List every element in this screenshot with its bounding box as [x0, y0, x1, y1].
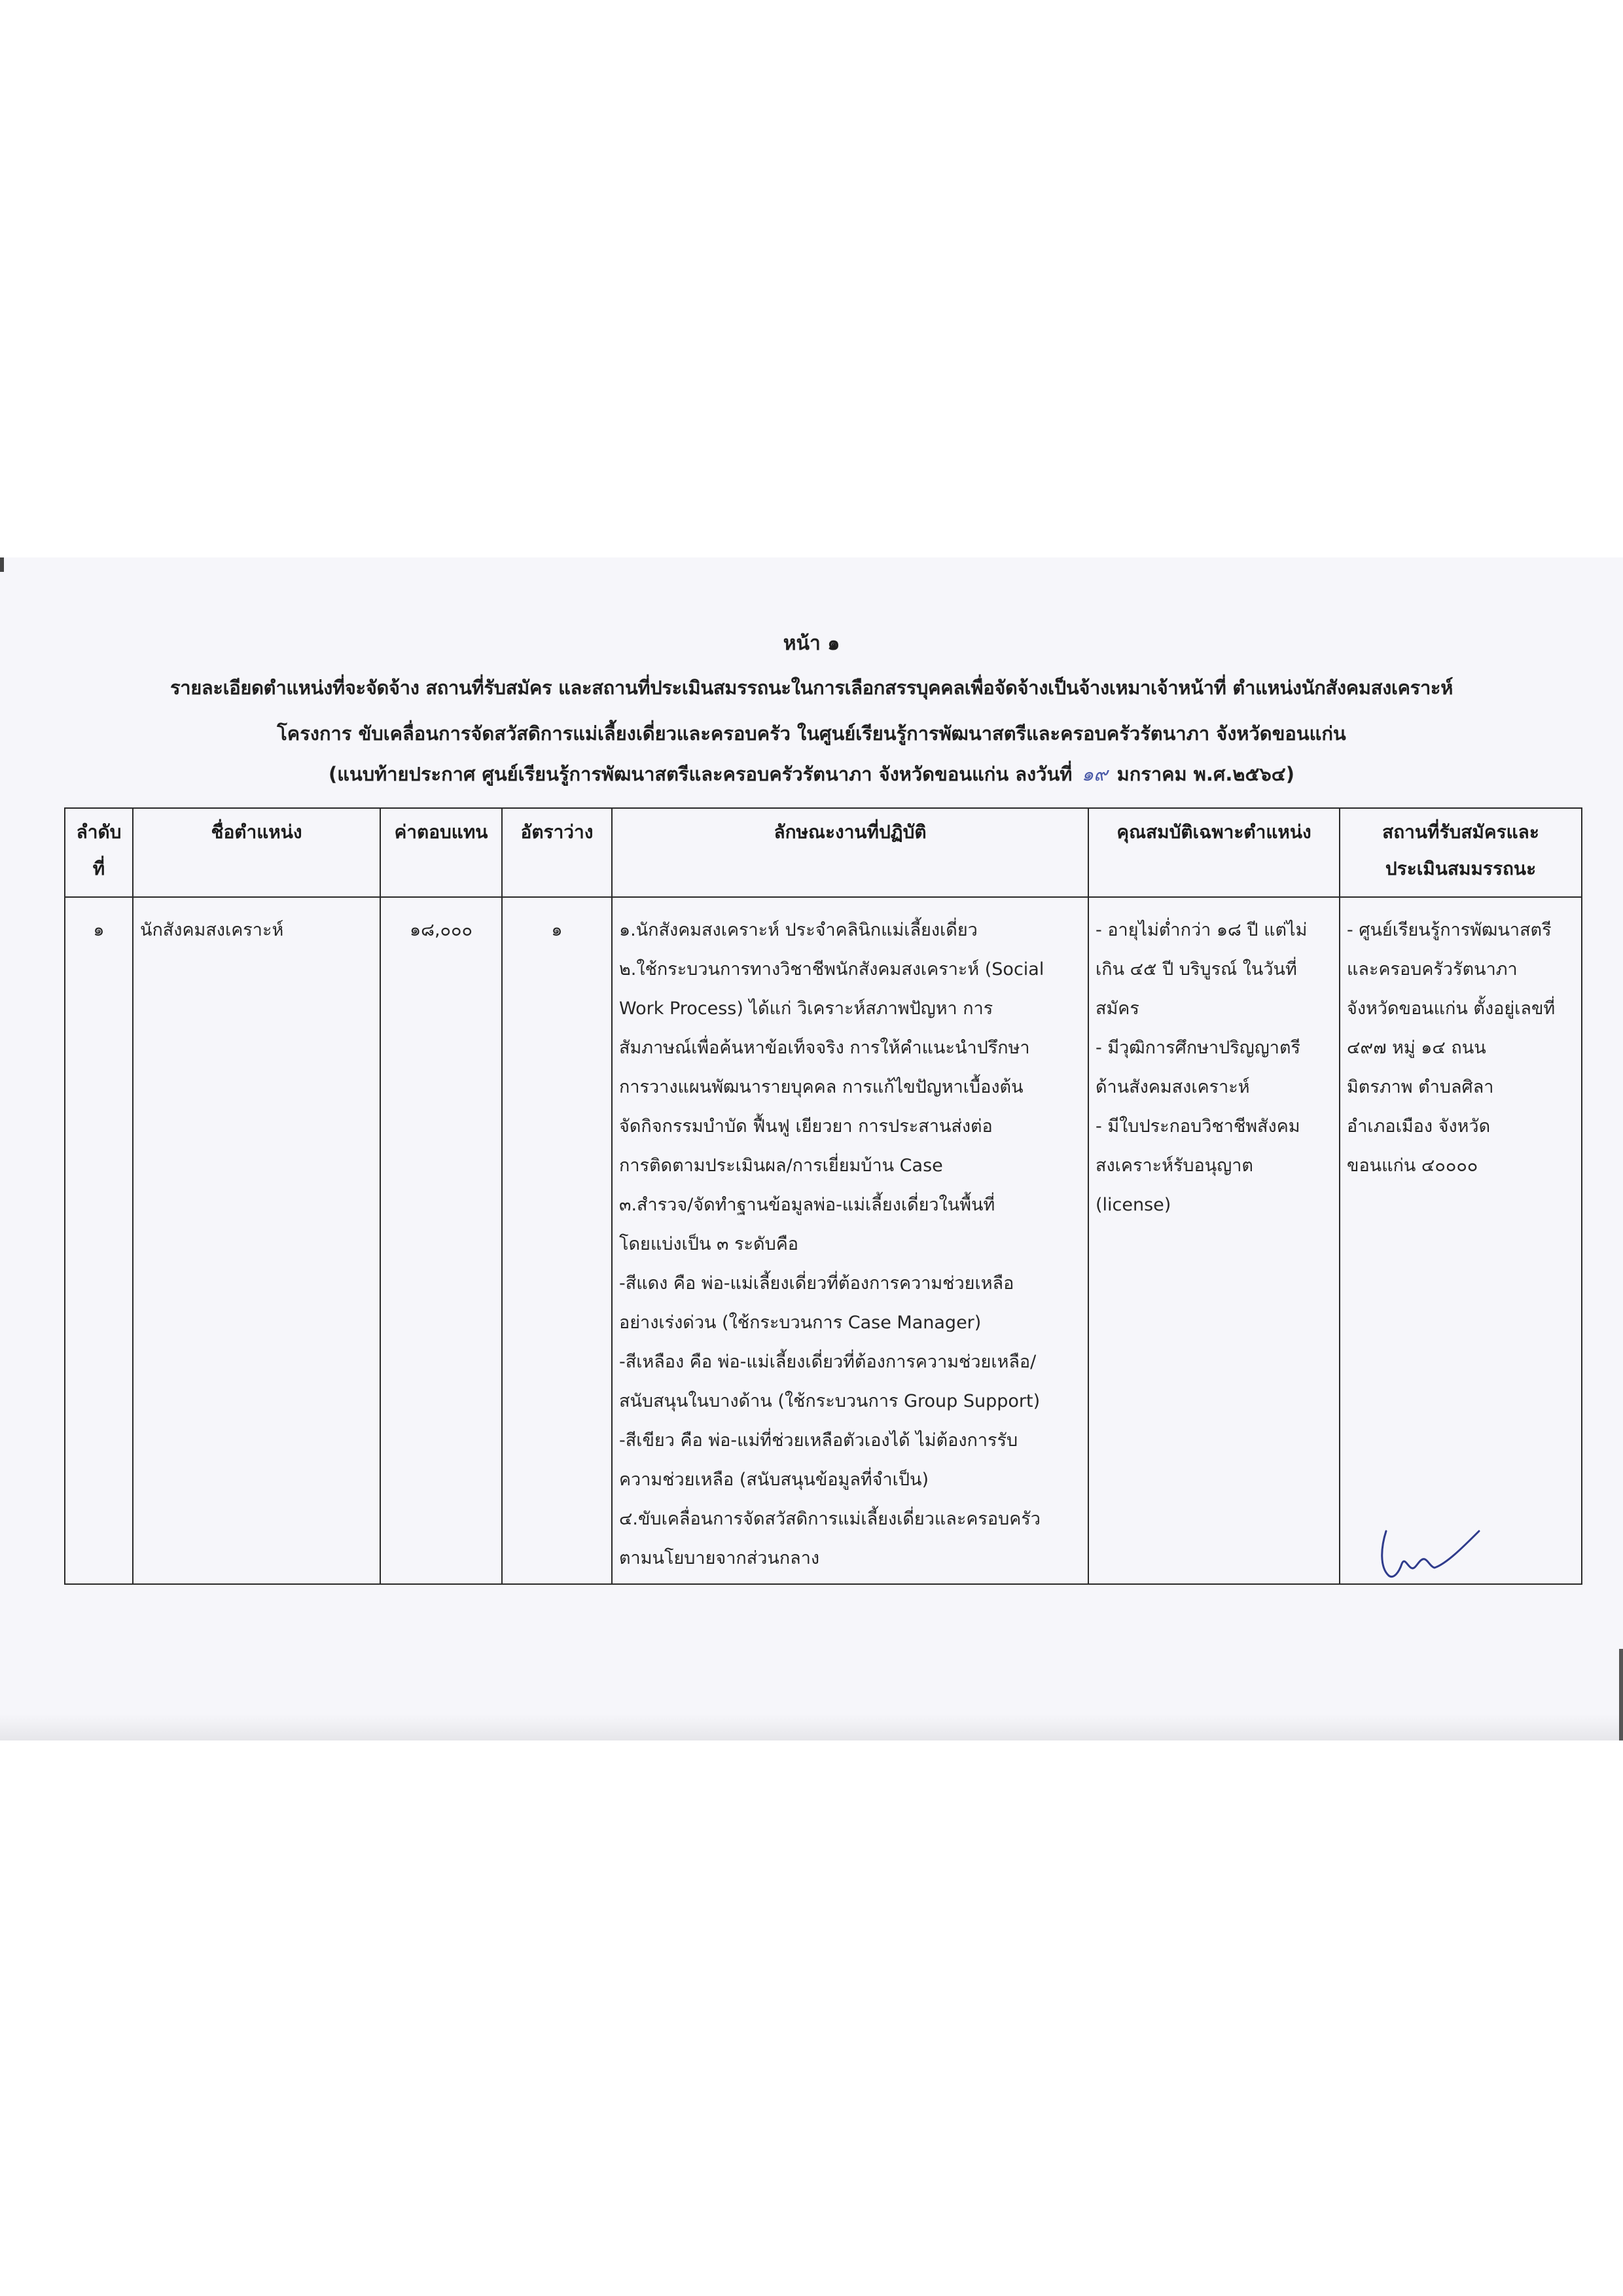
duty-line: จัดกิจกรรมบำบัด ฟื้นฟู เยียวยา การประสานส่งต่อ: [619, 1116, 993, 1137]
cell-vacancy: ๑: [502, 897, 612, 1584]
duty-line: โดยแบ่งเป็น ๓ ระดับคือ: [619, 1234, 798, 1254]
cell-position: นักสังคมสงเคราะห์: [133, 897, 380, 1584]
duty-line: ๒.ใช้กระบวนการทางวิชาชีพนักสังคมสงเคราะห์ (Social: [619, 959, 1044, 980]
scan-edge-mark: [1619, 1649, 1623, 1740]
header-location-line1: สถานที่รับสมัครและ: [1382, 821, 1539, 843]
duty-line: การวางแผนพัฒนารายบุคคล การแก้ไขปัญหาเบื้องต้น: [619, 1077, 1024, 1097]
location-line: มิตรภาพ ตำบลศิลา: [1347, 1077, 1494, 1097]
table-row: [65, 897, 1582, 1584]
duty-line: ความช่วยเหลือ (สนับสนุนข้อมูลที่จำเป็น): [619, 1470, 929, 1490]
table-header-row: [65, 808, 1582, 897]
duty-line: สัมภาษณ์เพื่อค้นหาข้อเท็จจริง การให้คำแนะนำปรึกษา: [619, 1038, 1030, 1058]
header-location: [1340, 808, 1582, 897]
duty-line: Work Process) ได้แก่ วิเคราะห์สภาพปัญหา การ: [619, 998, 993, 1019]
duty-line: ๔.ขับเคลื่อนการจัดสวัสดิการแม่เลี้ยงเดี่ยวและครอบครัว: [619, 1509, 1041, 1529]
cell-pay: ๑๘,๐๐๐: [380, 897, 502, 1584]
duty-line: -สีเขียว คือ พ่อ-แม่ที่ช่วยเหลือตัวเองได้ ไม่ต้องการรับ: [619, 1430, 1018, 1451]
header-location-line2: ประเมินสมมรรถนะ: [1385, 858, 1537, 879]
header-vacancy: อัตราว่าง: [502, 808, 612, 897]
header-duties: ลักษณะงานที่ปฏิบัติ: [612, 808, 1088, 897]
handwritten-day: ๑๙: [1081, 763, 1108, 785]
location-line: อำเภอเมือง จังหวัด: [1347, 1116, 1491, 1137]
duty-line: ตามนโยบายจากส่วนกลาง: [619, 1548, 820, 1568]
cell-no: ๑: [65, 897, 133, 1584]
qualification-line: ด้านสังคมสงเคราะห์: [1096, 1077, 1250, 1097]
announcement-reference: [0, 759, 1623, 789]
header-pay: ค่าตอบแทน: [380, 808, 502, 897]
qualification-line: - อายุไม่ต่ำกว่า ๑๘ ปี แต่ไม่: [1096, 920, 1308, 940]
duty-line: การติดตามประเมินผล/การเยี่ยมบ้าน Case: [619, 1156, 943, 1176]
qualification-line: - มีวุฒิการศึกษาปริญญาตรี: [1096, 1038, 1300, 1058]
handwritten-signature: [1374, 1511, 1486, 1583]
location-line: จังหวัดขอนแก่น ตั้งอยู่เลขที่: [1347, 998, 1556, 1019]
duty-line: ๑.นักสังคมสงเคราะห์ ประจำคลินิกแม่เลี้ยงเดี่ยว: [619, 920, 978, 940]
duty-line: ๓.สำรวจ/จัดทำฐานข้อมูลพ่อ-แม่เลี้ยงเดี่ยวในพื้นที่: [619, 1195, 995, 1215]
location-line: ขอนแก่น ๔๐๐๐๐: [1347, 1156, 1478, 1176]
location-line: - ศูนย์เรียนรู้การพัฒนาสตรี: [1347, 920, 1552, 940]
project-title: โครงการ ขับเคลื่อนการจัดสวัสดิการแม่เลี้ยงเดี่ยวและครอบครัว ในศูนย์เรียนรู้การพัฒนาสตรีและครอบครัวรัตนาภา จังหวัดขอนแก่น: [277, 722, 1346, 745]
document-title: รายละเอียดตำแหน่งที่จะจัดจ้าง สถานที่รับสมัคร และสถานที่ประเมินสมรรถนะในการเลือกสรรบุคคลเพื่อจัดจ้างเป็นจ้างเหมาเจ้าหน้าที่ ตำแหน่งนักสังคมสงเคราะห์: [169, 677, 1454, 699]
header-position: ชื่อตำแหน่ง: [133, 808, 380, 897]
scan-edge-mark: [0, 557, 4, 572]
announcement-reference-prefix: (แนบท้ายประกาศ ศูนย์เรียนรู้การพัฒนาสตรีและครอบครัวรัตนาภา จังหวัดขอนแก่น ลงวันที่: [328, 763, 1073, 785]
qualification-line: (license): [1096, 1195, 1171, 1215]
duty-line: สนับสนุนในบางด้าน (ใช้กระบวนการ Group Support): [619, 1391, 1041, 1411]
qualification-line: สมัคร: [1096, 998, 1139, 1019]
cell-duties: [612, 897, 1088, 1584]
cell-qualifications: [1088, 897, 1340, 1584]
cell-location: [1340, 897, 1582, 1584]
location-line: และครอบครัวรัตนาภา: [1347, 959, 1518, 980]
header-qualifications: คุณสมบัติเฉพาะตำแหน่ง: [1088, 808, 1340, 897]
duty-line: อย่างเร่งด่วน (ใช้กระบวนการ Case Manager): [619, 1313, 982, 1333]
announcement-reference-suffix: มกราคม พ.ศ.๒๕๖๔): [1116, 763, 1295, 785]
duty-line: -สีเหลือง คือ พ่อ-แม่เลี้ยงเดี่ยวที่ต้องการความช่วยเหลือ/: [619, 1352, 1037, 1372]
header-no: [65, 808, 133, 897]
qualification-line: เกิน ๔๕ ปี บริบูรณ์ ในวันที่: [1096, 959, 1297, 980]
qualification-line: - มีใบประกอบวิชาชีพสังคม: [1096, 1116, 1300, 1137]
location-line: ๔๙๗ หมู่ ๑๔ ถนน: [1347, 1038, 1486, 1058]
duty-line: -สีแดง คือ พ่อ-แม่เลี้ยงเดี่ยวที่ต้องการความช่วยเหลือ: [619, 1273, 1014, 1294]
page-number: หน้า ๑: [783, 632, 840, 655]
header-no-line2: ที่: [92, 858, 105, 879]
qualification-line: สงเคราะห์รับอนุญาต: [1096, 1156, 1253, 1176]
header-no-line1: ลำดับ: [76, 821, 122, 843]
position-details-table: [64, 807, 1582, 1585]
